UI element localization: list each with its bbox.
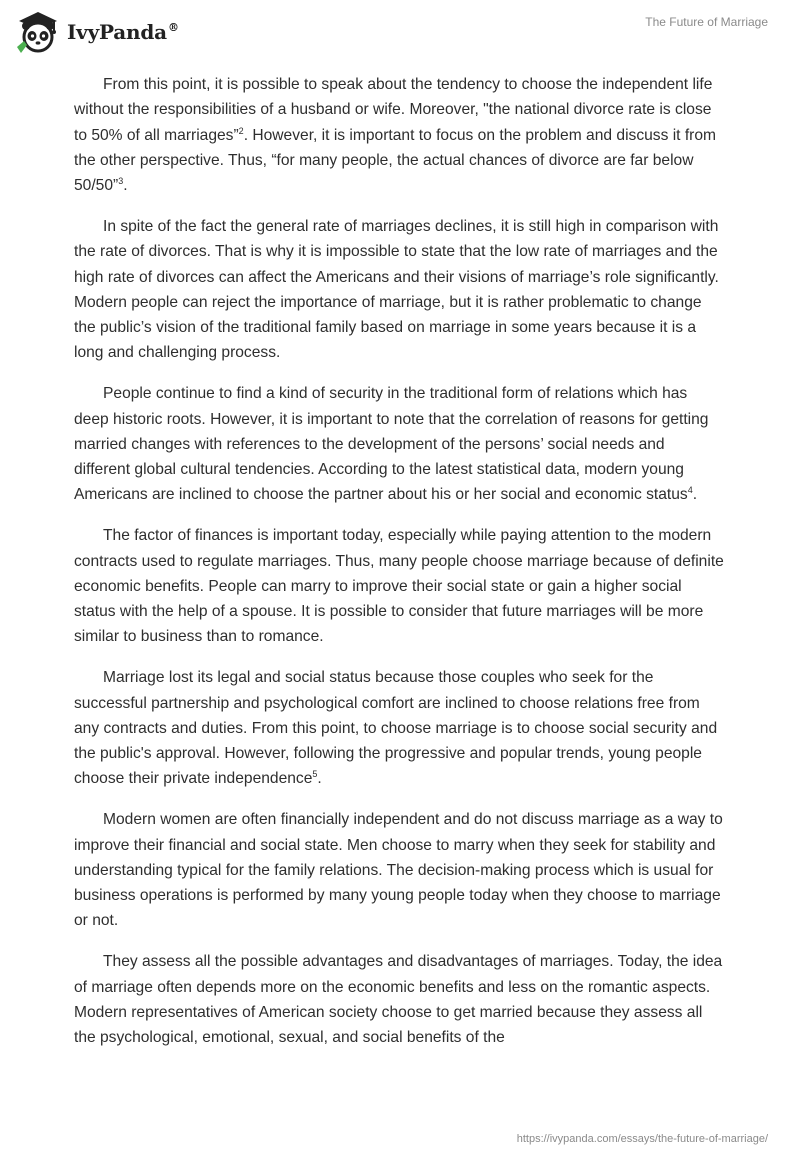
- footnote-marker[interactable]: 5: [312, 769, 318, 780]
- page-header: [0, 0, 800, 70]
- source-url[interactable]: https://ivypanda.com/essays/the-future-of-marriage/: [516, 1133, 768, 1145]
- paragraph-text: Marriage lost its legal and social status because those couples who seek for the successful partnership and psychological comfort are inclined to choose relations free from any contracts and duties. From this point, to choose marriage is to choose social security and the public's approval. However, following the progressive and popular trends, young people choose their private independence: [74, 669, 718, 788]
- footnote-marker[interactable]: 4: [687, 485, 693, 496]
- paragraph-text: .: [123, 177, 128, 195]
- panda-graduation-cap-icon: [15, 9, 61, 55]
- body-paragraph: [74, 523, 724, 649]
- document-title: The Future of Marriage: [645, 15, 768, 29]
- paragraph-text: From this point, it is possible to speak about the tendency to choose the independent life without the responsibilities of a husband or wife. Moreover, "the national divorce rate is close to 50% of all marriages”: [74, 76, 713, 144]
- essay-body: [74, 72, 724, 1066]
- body-paragraph: [74, 214, 724, 366]
- body-paragraph: [74, 949, 724, 1050]
- paragraph-text: People continue to find a kind of security in the traditional form of relations which has deep historic roots. However, it is important to note that the correlation of reasons for getting married changes with references to the development of the persons’ social needs and different global cultural tendencies. According to the latest statistical data, modern young Americans are inclined to choose the partner about his or her social and economic status: [74, 385, 709, 504]
- body-paragraph: [74, 72, 724, 198]
- footnote-marker[interactable]: 3: [118, 176, 124, 186]
- paragraph-text: . However, it is important to focus on the problem and discuss it from the other perspective. Thus, “for many people, the actual chances of divorce are far below 50/50”: [74, 126, 717, 195]
- body-paragraph: [74, 665, 724, 791]
- brand-logo[interactable]: [15, 9, 179, 55]
- body-paragraph: [74, 381, 724, 507]
- paragraph-text: They assess all the possible advantages and disadvantages of marriages. Today, the idea of marriage often depends more on the economic benefits and less on the romantic aspects. Modern representatives of American society choose to get married because they assess all the psychological, emotional, sexual, and social benefits of the: [74, 953, 723, 1047]
- footnote-marker[interactable]: 2: [238, 125, 244, 136]
- paragraph-text: Modern women are often financially independent and do not discuss marriage as a way to improve their financial and social state. Men choose to marry when they seek for stability and understanding typical for the family relations. The decision-making process which is usual for business operations is performed by many young people today when they choose to marriage or not.: [74, 811, 723, 930]
- paragraph-text: In spite of the fact the general rate of marriages declines, it is still high in comparison with the rate of divorces. That is why it is impossible to state that the low rate of marriages and the high rate of divorces can affect the Americans and their visions of marriage’s role significantly. Modern people can reject the importance of marriage, but it is rather problematic to change the public’s vision of the traditional family based on marriage in some years because it is a long and challenging process.: [74, 217, 719, 362]
- paragraph-text: The factor of finances is important today, especially while paying attention to the modern contracts used to regulate marriages. Thus, many people choose marriage because of definite economic benefits. People can marry to improve their social state or gain a higher social status with the help of a spouse. It is possible to consider that future marriages will be more similar to business than to romance.: [74, 527, 724, 646]
- paragraph-text: .: [317, 770, 322, 788]
- body-paragraph: [74, 807, 724, 933]
- paragraph-text: .: [692, 486, 698, 504]
- brand-name: IvyPanda®: [67, 20, 179, 44]
